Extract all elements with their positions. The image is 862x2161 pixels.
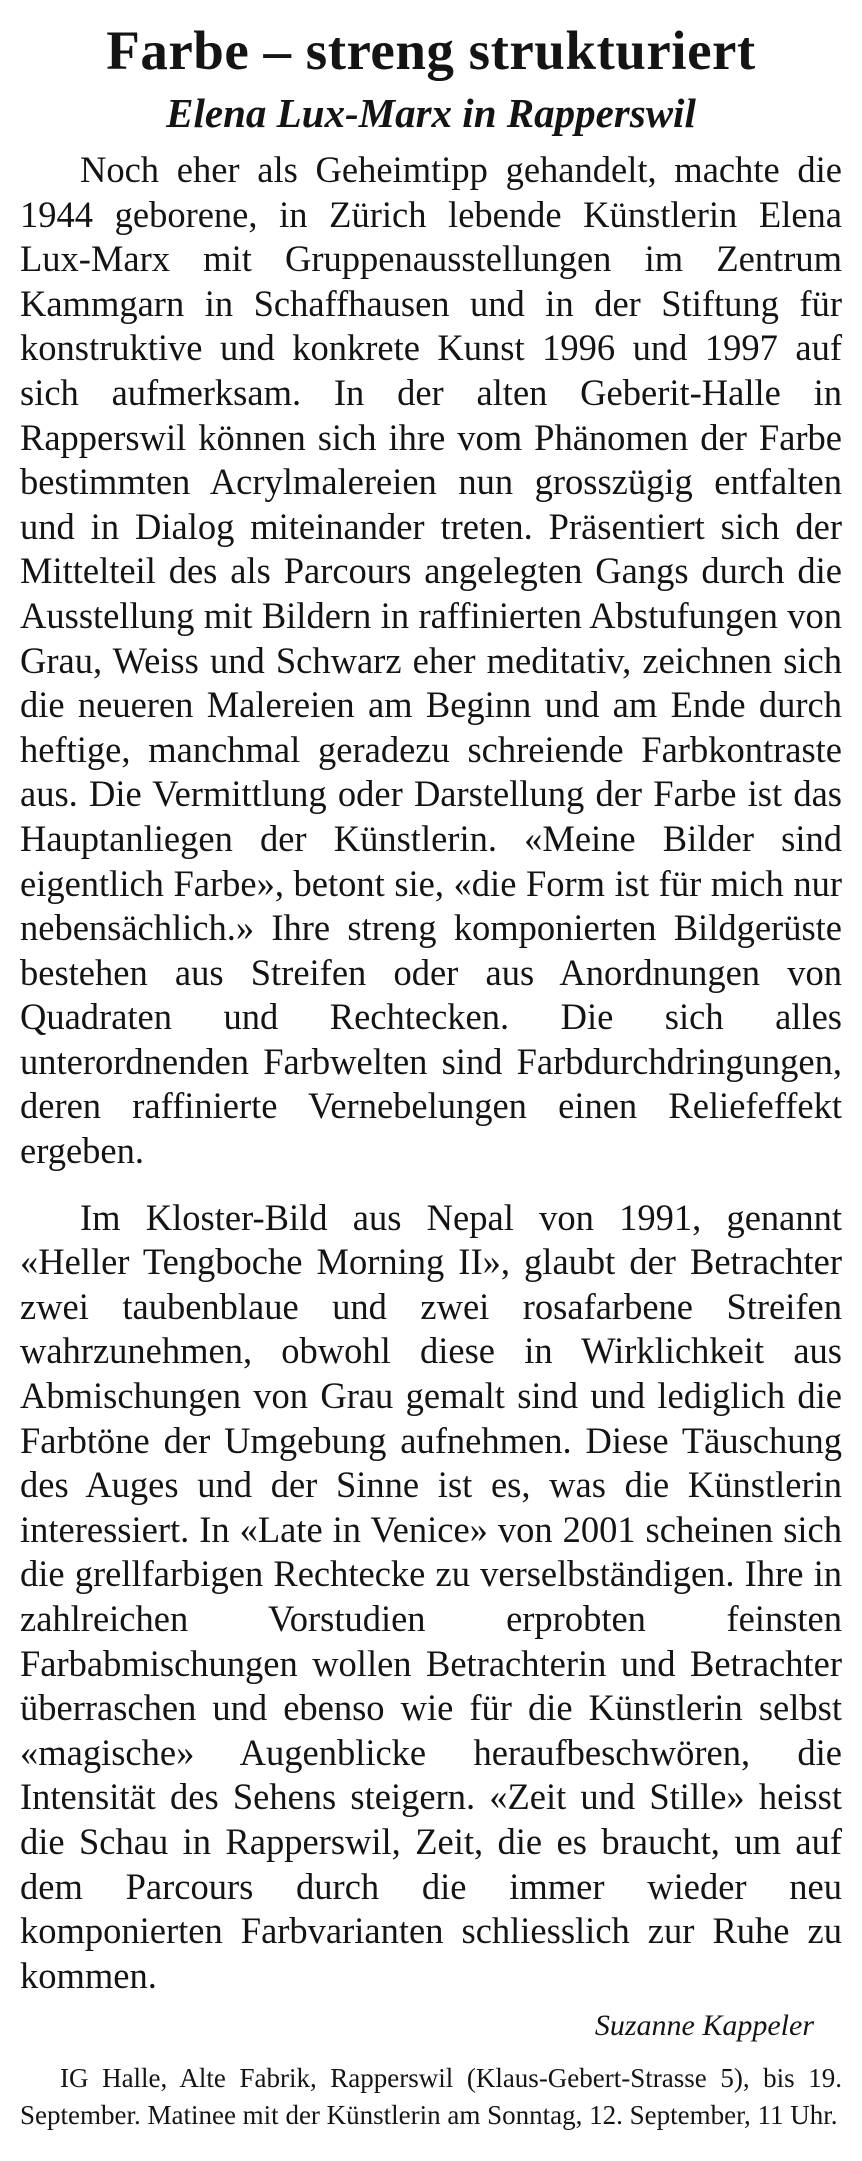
- article-paragraph-1: Noch eher als Geheimtipp gehandelt, machte die 1944 geborene, in Zürich lebende Künstlerin Elena Lux-Marx mit Gruppenausstellungen im Zentrum Kammgarn in Schaffhausen und in der Stiftung für konstruktive und konkrete Kunst 1996 und 1997 auf sich aufmerksam. In der alten Geberit-Halle in Rapperswil können sich ihre vom Phänomen der Farbe bestimmten Acrylmalereien nun grosszügig entfalten und in Dialog miteinander treten. Präsentiert sich der Mittelteil des als Parcours angelegten Gangs durch die Ausstellung mit Bildern in raffinierten Abstufungen von Grau, Weiss und Schwarz eher meditativ, zeichnen sich die neueren Malereien am Beginn und am Ende durch heftige, manchmal geradezu schreiende Farbkontraste aus. Die Vermittlung oder Darstellung der Farbe ist das Hauptanliegen der Künstlerin. «Meine Bilder sind eigentlich Farbe», betont sie, «die Form ist für mich nur nebensächlich.» Ihre streng komponierten Bildgerüste bestehen aus Streifen oder aus Anordnungen von Quadraten und Rechtecken. Die sich alles unterordnenden Farbwelten sind Farbdurchdringungen, deren raffinierte Vernebelungen einen Reliefeffekt ergeben.: [20, 149, 842, 1172]
- article-paragraph-2: Im Kloster-Bild aus Nepal von 1991, genannt «Heller Tengboche Morning II», glaubt der Betrachter zwei taubenblaue und zwei rosafarbene Streifen wahrzunehmen, obwohl diese in Wirklichkeit aus Abmischungen von Grau gemalt sind und lediglich die Farbtöne der Umgebung aufnehmen. Diese Täuschung des Auges und der Sinne ist es, was die Künstlerin interessiert. In «Late in Venice» von 2001 scheinen sich die grellfarbigen Rechtecke zu verselbständigen. Ihre in zahlreichen Vorstudien erprobten feinsten Farbabmischungen wollen Betrachterin und Betrachter überraschen und ebenso wie für die Künstlerin selbst «magische» Augenblicke heraufbeschwören, die Intensität des Sehens steigern. «Zeit und Stille» heisst die Schau in Rapperswil, Zeit, die es braucht, um auf dem Parcours durch die immer wieder neu komponierten Farbvarianten schliesslich zur Ruhe zu kommen.: [20, 1196, 842, 1996]
- exhibition-info: IG Halle, Alte Fabrik, Rapperswil (Klaus-Gebert-Strasse 5), bis 19. September. Matinee mit der Künstlerin am Sonntag, 12. September, 11 Uhr.: [20, 2063, 842, 2131]
- article-headline: Farbe – streng strukturiert: [106, 20, 756, 81]
- article-subheadline: Elena Lux-Marx in Rapperswil: [166, 90, 696, 136]
- newspaper-article: [20, 0, 842, 2134]
- article-author: Suzanne Kappeler: [594, 2009, 814, 2043]
